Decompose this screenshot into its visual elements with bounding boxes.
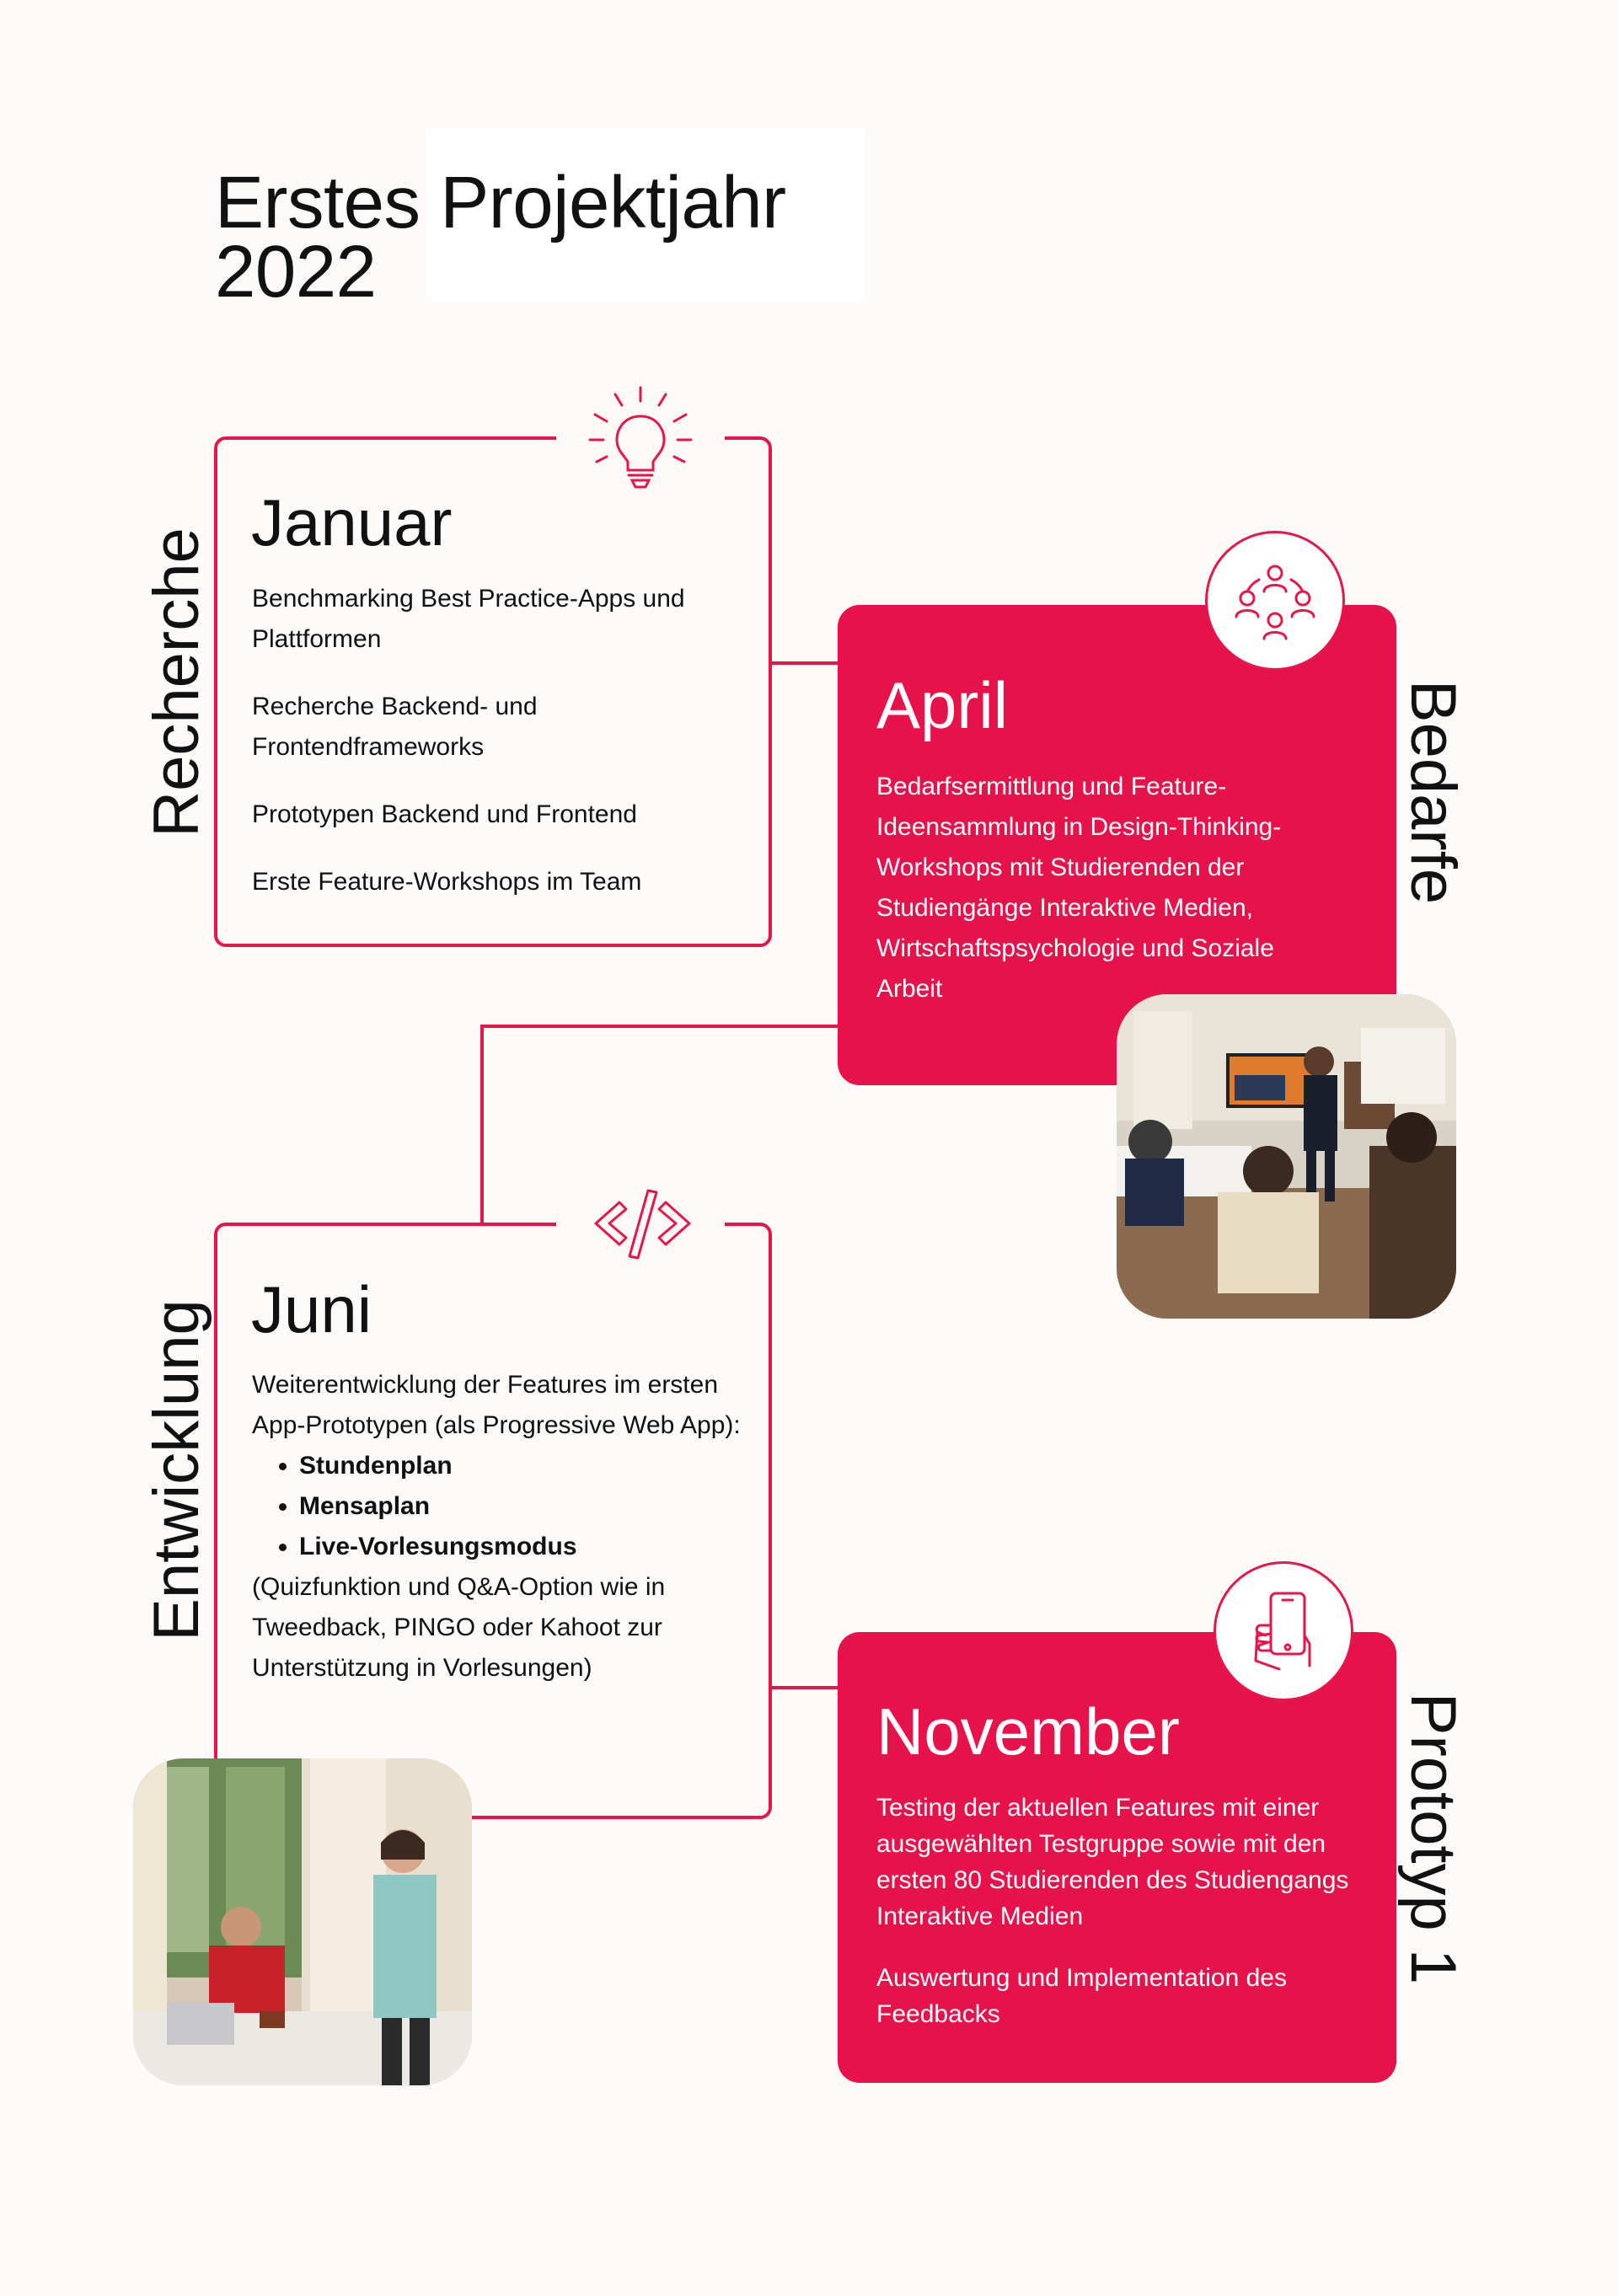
month-januar: Januar [251,485,453,559]
juni-feature-list [252,1446,741,1567]
november-text-1: Testing der aktuellen Features mit einer ausgewählten Testgruppe sowie mit den ersten 80 Studierenden des Studiengangs Interaktive Medien [876,1794,1349,1930]
workshop-photo [1117,994,1456,1319]
januar-item-3: Prototypen Backend und Frontend [252,800,637,828]
page-title [215,162,889,313]
april-text: Bedarfsermittlung und Feature-Ideensammlung in Design-Thinking-Workshops mit Studierenden der Studiengänge Interaktive Medien, Wirtschaftspsychologie und Soziale Arbeit [876,773,1282,1003]
page-title-line1: Erstes Projektjahr [215,162,786,244]
november-text-2: Auswertung und Implementation des Feedbacks [876,1964,1287,2028]
team-photo [133,1758,472,2085]
connector-januar-april [769,661,839,665]
lightbulb-icon [581,379,699,497]
smartphone-hand-icon [1214,1561,1353,1701]
side-label-prototyp: Prototyp 1 [1397,1692,1469,1985]
page-title-line2: 2022 [215,231,377,313]
code-icon [586,1184,699,1264]
juni-text [252,1365,741,1689]
juni-intro: Weiterentwicklung der Features im ersten App-Prototypen (als Progressive Web App): [252,1371,741,1439]
side-label-recherche: Recherche [141,527,212,838]
connector-april-juni-h [480,1025,839,1028]
november-text [876,1790,1357,2032]
month-juni: Juni [251,1272,372,1346]
feature-live-vorlesungsmodus: • Live-Vorlesungsmodus [299,1527,741,1567]
januar-item-4: Erste Feature-Workshops im Team [252,868,642,896]
connector-april-juni-v [480,1025,484,1225]
connector-juni-november [769,1686,839,1689]
juni-outro: (Quizfunktion und Q&A-Option wie in Tweedback, PINGO oder Kahoot zur Unterstützung in Vorlesungen) [252,1573,666,1682]
people-network-icon [1205,531,1345,671]
month-november: November [876,1694,1180,1769]
side-label-bedarfe: Bedarfe [1397,679,1469,905]
januar-item-1: Benchmarking Best Practice-Apps und Plattformen [252,585,685,653]
feature-stundenplan: • Stundenplan [299,1446,741,1486]
januar-item-2: Recherche Backend- und Frontendframeworks [252,693,538,761]
feature-mensaplan: • Mensaplan [299,1486,741,1527]
side-label-entwicklung: Entwicklung [141,1299,212,1641]
januar-items [252,579,724,929]
month-april: April [876,668,1009,742]
